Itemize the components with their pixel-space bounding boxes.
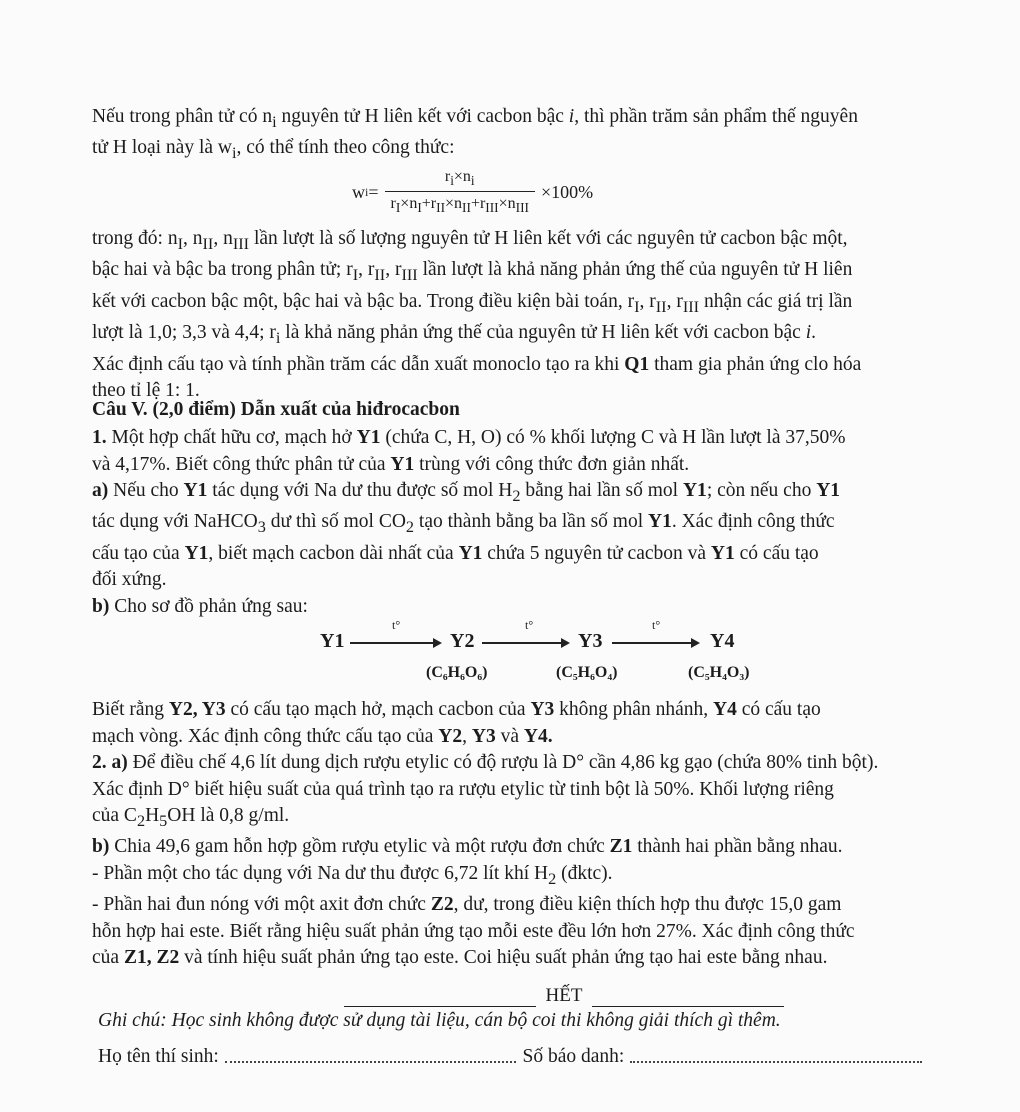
- species-y1: Y1: [320, 630, 345, 652]
- end-line-left: [344, 992, 536, 1007]
- candidate-name-label: Họ tên thí sinh:: [98, 1046, 219, 1067]
- reaction-arrow-1: [350, 642, 440, 644]
- reaction-arrow-2: [482, 642, 568, 644]
- question-1-paragraph: 1. Một hợp chất hữu cơ, mạch hở Y1 (chứa C, H, O) có % khối lượng C và H lần lượt là 37,50% và 4,17%. Biết công thức phân tử của Y1 trùng với công thức đơn giản nhất. a) Nếu cho Y1 tác dụng với Na dư thu được số mol $H_2$ bằng hai lần số mol Y1; còn nếu cho Y1 tác dụng với NaHCO$_3$ dư thì số mol $CO_2$ tạo thành bằng ba lần số mol Y1. Xác định công thức cấu tạo của Y1, biết mạch cacbon dài nhất của Y1 chứa 5 nguyên tử cacbon và Y1 có cấu tạo đối xứng. b) Cho sơ đồ phản ứng sau:: [92, 427, 846, 617]
- condition-2: t°: [525, 618, 534, 632]
- reaction-arrow-3: [612, 642, 698, 644]
- candidate-number-field[interactable]: [630, 1046, 922, 1063]
- question-2-paragraph: Biết rằng Y2, Y3 có cấu tạo mạch hở, mạch cacbon của Y3 không phân nhánh, Y4 có cấu tạo mạch vòng. Xác định công thức cấu tạo của Y2, Y3 và Y4. 2. a) Để điều chế 4,6 lít dung dịch rượu etylic có độ rượu là D° cần 4,86 kg gạo (chứa 80% tinh bột). Xác định D° biết hiệu suất của quá trình tạo ra rượu etylic từ tinh bột là 50%. Khối lượng riêng của $C_2H_5OH$ là 0,8 g/ml. b) Chia 49,6 gam hỗn hợp gồm rượu etylic và một rượu đơn chức Z1 thành hai phần bằng nhau. - Phần một cho tác dụng với Na dư thu được 6,72 lít khí $H_2$ (đktc). - Phần hai đun nóng với một axit đơn chức Z2, dư, trong điều kiện thích hợp thu được 15,0 gam hỗn hợp hai este. Biết rằng hiệu suất phản ứng tạo mỗi este đều lớn hơn 27%. Xác định công thức của Z1, Z2 và tính hiệu suất phản ứng tạo este. Coi hiệu suất phản ứng tạo hai este bằng nhau.: [92, 699, 879, 969]
- formula-fraction: $\frac{r_i\times n_i}{r_I\times n_I+r_{II}\times n_{II}+r_{III}\times n_{III}}$: [385, 168, 535, 216]
- species-y4: Y4: [710, 630, 735, 652]
- condition-1: t°: [392, 618, 401, 632]
- candidate-info: [98, 1046, 928, 1068]
- formula-y4: (C₅H₄O₃): [688, 664, 750, 681]
- intro-line-1: Nếu trong phân tử có $n_i$ nguyên tử H liên kết với cacbon bậc i, thì phần trăm sản phẩm thế nguyên tử H loại này là $w_i$, có thể tính theo công thức:: [92, 106, 858, 163]
- reaction-scheme: [310, 618, 790, 690]
- end-line-right: [592, 992, 784, 1007]
- species-y2: Y2: [450, 630, 475, 652]
- condition-3: t°: [652, 618, 661, 632]
- candidate-number-label: Số báo danh:: [522, 1046, 625, 1067]
- percentage-formula: w i = $\frac{r_i\times n_i}{r_I\times n_I+r_{II}\times n_{II}+r_{III}\times n_{III}}$ ×100%: [352, 168, 594, 216]
- candidate-name-field[interactable]: [225, 1046, 517, 1063]
- section-5-heading: Câu V. (2,0 điểm) Dẫn xuất của hiđrocacbon: [92, 399, 460, 420]
- formula-y2: (C₆H₆O₆): [426, 664, 488, 681]
- definition-paragraph: trong đó: $n_I$, $n_{II}$, $n_{III}$ lần lượt là số lượng nguyên tử H liên kết với các nguyên tử cacbon bậc một, bậc hai và bậc ba trong phân tử; $r_I$, $r_{II}$, $r_{III}$ lần lượt là khả năng phản ứng thế của nguyên tử H liên kết với cacbon bậc một, bậc hai và bậc ba. Trong điều kiện bài toán, $r_I$, $r_{II}$, $r_{III}$ nhận các giá trị lần lượt là 1,0; 3,3 và 4,4; $r_i$ là khả năng phản ứng thế của nguyên tử H liên kết với cacbon bậc i. Xác định cấu tạo và tính phần trăm các dẫn xuất monoclo tạo ra khi Q1 tham gia phản ứng clo hóa theo tỉ lệ 1: 1.: [92, 228, 862, 402]
- end-text: HẾT: [545, 985, 583, 1006]
- end-marker: [344, 985, 784, 1007]
- exam-note: Ghi chú: Học sinh không được sử dụng tài liệu, cán bộ coi thi không giải thích gì thêm.: [98, 1010, 781, 1031]
- species-y3: Y3: [578, 630, 603, 652]
- formula-y3: (C₅H₆O₄): [556, 664, 618, 681]
